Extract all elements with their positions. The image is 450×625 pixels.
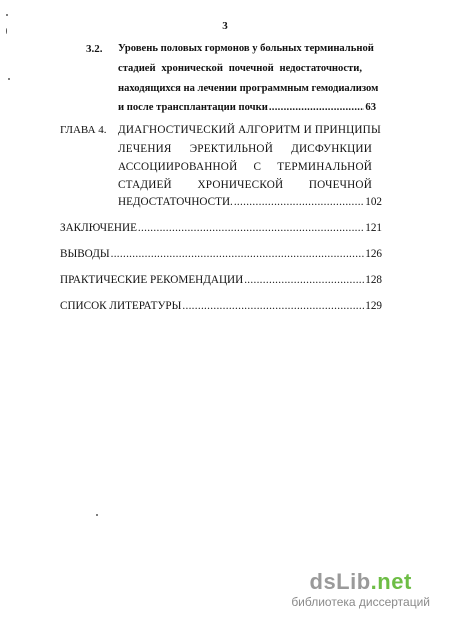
toc-entry-page: 128 bbox=[365, 274, 382, 286]
toc-entry-page: 126 bbox=[365, 248, 382, 260]
logo-accent-text: .net bbox=[370, 569, 412, 594]
section-title-line: находящихся на лечении программным гемодиализом bbox=[118, 83, 379, 94]
section-leader-row bbox=[118, 102, 376, 113]
toc-entry bbox=[60, 300, 382, 312]
chapter-title-line: НЕДОСТАТОЧНОСТИ. bbox=[118, 196, 233, 208]
chapter-leader-row bbox=[118, 196, 382, 208]
chapter-title-line: СТАДИЕЙ ХРОНИЧЕСКОЙ ПОЧЕЧНОЙ bbox=[118, 179, 372, 191]
section-title-line: Уровень половых гормонов у больных терминальной bbox=[118, 43, 374, 54]
logo-wordmark bbox=[291, 571, 430, 593]
chapter-title-line: ЛЕЧЕНИЯ ЭРЕКТИЛЬНОЙ ДИСФУНКЦИИ bbox=[118, 143, 372, 155]
scan-mark bbox=[96, 514, 98, 516]
toc-entry-title: ПРАКТИЧЕСКИЕ РЕКОМЕНДАЦИИ bbox=[60, 274, 244, 286]
leader-dots bbox=[182, 300, 364, 312]
toc-entry bbox=[60, 222, 382, 234]
chapter-title-line: АССОЦИИРОВАННОЙ С ТЕРМИНАЛЬНОЙ bbox=[118, 161, 372, 173]
section-title-line: и после трансплантации почки bbox=[118, 102, 268, 113]
toc-entry-page: 129 bbox=[365, 300, 382, 312]
scan-mark bbox=[6, 14, 8, 16]
toc-entry-title: ВЫВОДЫ bbox=[60, 248, 110, 260]
toc-entry-title: ЗАКЛЮЧЕНИЕ bbox=[60, 222, 137, 234]
scan-mark bbox=[6, 28, 7, 34]
section-page-number: 63 bbox=[365, 102, 376, 113]
leader-dots bbox=[111, 248, 365, 260]
section-title-line: стадией хронической почечной недостаточности, bbox=[118, 63, 362, 74]
toc-entry bbox=[60, 274, 382, 286]
toc-entry-title: СПИСОК ЛИТЕРАТУРЫ bbox=[60, 300, 182, 312]
toc-entry bbox=[60, 248, 382, 260]
logo-main-text: dsLib bbox=[309, 569, 371, 594]
logo-subtitle: библиотека диссертаций bbox=[291, 595, 430, 609]
page-number: 3 bbox=[222, 20, 228, 32]
toc-entry-page: 121 bbox=[365, 222, 382, 234]
leader-dots bbox=[138, 222, 364, 234]
scan-mark bbox=[8, 78, 10, 80]
chapter-number: ГЛАВА 4. bbox=[60, 124, 107, 136]
dslib-logo bbox=[291, 571, 430, 609]
chapter-title-line: ДИАГНОСТИЧЕСКИЙ АЛГОРИТМ И ПРИНЦИПЫ bbox=[118, 124, 381, 136]
leader-dots bbox=[244, 274, 364, 286]
chapter-page-number: 102 bbox=[365, 196, 382, 208]
leader-dots bbox=[269, 102, 365, 113]
section-number: 3.2. bbox=[86, 43, 103, 55]
leader-dots bbox=[234, 196, 364, 208]
